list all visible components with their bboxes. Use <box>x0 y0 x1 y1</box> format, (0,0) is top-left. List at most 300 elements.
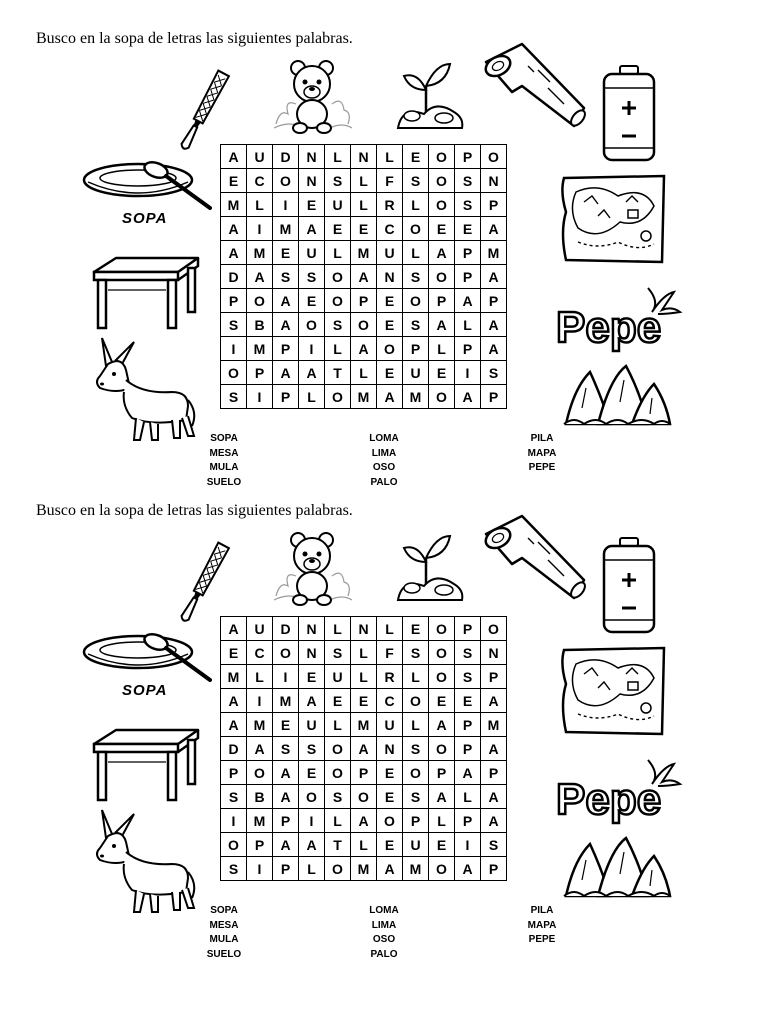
hills-icon <box>562 830 672 900</box>
table-icon <box>90 726 202 806</box>
grid-cell[interactable]: A <box>221 217 247 241</box>
grid-cell[interactable]: P <box>455 265 481 289</box>
grid-cell[interactable]: E <box>299 289 325 313</box>
grid-cell[interactable]: I <box>455 833 481 857</box>
grid-cell[interactable]: A <box>273 833 299 857</box>
grid-cell[interactable]: O <box>351 785 377 809</box>
grid-cell[interactable]: N <box>351 617 377 641</box>
sopa-label: SOPA <box>122 210 168 227</box>
grid-cell[interactable]: A <box>377 385 403 409</box>
grid-cell[interactable]: L <box>429 809 455 833</box>
grid-cell[interactable]: S <box>325 313 351 337</box>
grid-cell[interactable]: E <box>429 689 455 713</box>
grid-cell[interactable]: O <box>325 737 351 761</box>
grid-row <box>221 809 507 833</box>
grid-cell[interactable]: A <box>429 785 455 809</box>
grid-row <box>221 361 507 385</box>
grid-cell[interactable]: L <box>325 241 351 265</box>
grid-row <box>221 313 507 337</box>
grid-cell[interactable]: O <box>325 289 351 313</box>
grid-cell[interactable]: E <box>221 169 247 193</box>
grid-cell[interactable]: A <box>429 241 455 265</box>
grid-cell[interactable]: U <box>325 193 351 217</box>
grid-cell[interactable]: A <box>351 737 377 761</box>
grid-cell[interactable]: O <box>429 641 455 665</box>
grid-cell[interactable]: P <box>429 761 455 785</box>
grid-cell[interactable]: L <box>299 385 325 409</box>
grid-row <box>221 641 507 665</box>
grid-cell[interactable]: D <box>221 265 247 289</box>
grid-cell[interactable]: A <box>273 785 299 809</box>
grid-cell[interactable]: O <box>325 761 351 785</box>
grid-cell[interactable]: P <box>455 737 481 761</box>
grid-cell[interactable]: E <box>273 241 299 265</box>
grid-cell[interactable]: L <box>403 241 429 265</box>
grid-cell[interactable]: P <box>351 289 377 313</box>
word-list-column-1 <box>196 904 252 962</box>
grid-cell[interactable]: O <box>429 169 455 193</box>
grid-cell[interactable]: L <box>351 833 377 857</box>
grid-cell[interactable]: C <box>377 217 403 241</box>
grid-cell[interactable]: O <box>429 737 455 761</box>
grid-cell[interactable]: P <box>481 193 507 217</box>
word-search-grid <box>220 144 507 409</box>
grid-cell[interactable]: E <box>403 617 429 641</box>
table-icon <box>90 254 202 334</box>
word-list-item: PALO <box>370 948 398 960</box>
grid-cell[interactable]: L <box>325 145 351 169</box>
grid-cell[interactable]: P <box>273 809 299 833</box>
grid-cell[interactable]: L <box>377 145 403 169</box>
grid-cell[interactable]: O <box>429 617 455 641</box>
word-list-item: SUELO <box>206 476 242 488</box>
grid-cell[interactable]: O <box>429 857 455 881</box>
grid-cell[interactable]: O <box>481 617 507 641</box>
grid-cell[interactable]: A <box>455 761 481 785</box>
grid-cell[interactable]: S <box>481 361 507 385</box>
grid-cell[interactable]: N <box>299 169 325 193</box>
grid-cell[interactable]: M <box>247 809 273 833</box>
grid-cell[interactable]: I <box>455 361 481 385</box>
grid-cell[interactable]: O <box>403 217 429 241</box>
grid-cell[interactable]: O <box>247 289 273 313</box>
grid-cell[interactable]: S <box>455 169 481 193</box>
sprout-icon <box>384 522 468 606</box>
grid-cell[interactable]: O <box>429 193 455 217</box>
grid-cell[interactable]: E <box>325 217 351 241</box>
grid-cell[interactable]: E <box>351 689 377 713</box>
word-list-item: SOPA <box>210 905 238 916</box>
grid-cell[interactable]: A <box>299 689 325 713</box>
word-list-item: MULA <box>209 934 239 945</box>
grid-cell[interactable]: E <box>351 217 377 241</box>
grid-cell[interactable]: A <box>299 217 325 241</box>
grid-cell[interactable]: A <box>455 857 481 881</box>
word-list-item: OSO <box>372 934 396 945</box>
grid-cell[interactable]: D <box>273 617 299 641</box>
grid-cell[interactable]: S <box>273 265 299 289</box>
grid-cell[interactable]: S <box>455 665 481 689</box>
grid-cell[interactable]: S <box>403 169 429 193</box>
grid-cell[interactable]: A <box>247 265 273 289</box>
grid-cell[interactable]: A <box>481 313 507 337</box>
grid-cell[interactable]: C <box>247 641 273 665</box>
grid-cell[interactable]: P <box>481 665 507 689</box>
word-list-item: PALO <box>370 476 398 488</box>
grid-cell[interactable]: S <box>403 313 429 337</box>
grid-cell[interactable]: O <box>429 145 455 169</box>
donkey-icon <box>92 808 202 918</box>
word-list-column-3 <box>516 904 568 948</box>
grid-cell[interactable]: M <box>481 713 507 737</box>
grid-cell[interactable]: S <box>221 785 247 809</box>
grid-cell[interactable]: P <box>221 289 247 313</box>
grid-row <box>221 169 507 193</box>
grid-cell[interactable]: E <box>377 833 403 857</box>
grid-cell[interactable]: M <box>351 385 377 409</box>
word-list-item: MESA <box>209 919 239 931</box>
grid-cell[interactable]: M <box>247 337 273 361</box>
grid-cell[interactable]: A <box>221 241 247 265</box>
word-list-column-2 <box>358 904 410 962</box>
grid-cell[interactable]: S <box>325 169 351 193</box>
grid-cell[interactable]: E <box>429 361 455 385</box>
grid-cell[interactable]: U <box>299 241 325 265</box>
word-list-item: LOMA <box>369 905 399 916</box>
grid-row <box>221 665 507 689</box>
grid-cell[interactable]: U <box>403 361 429 385</box>
grid-cell[interactable]: E <box>377 761 403 785</box>
grid-cell[interactable]: A <box>221 617 247 641</box>
grid-cell[interactable]: O <box>325 385 351 409</box>
grid-row <box>221 617 507 641</box>
grid-cell[interactable]: O <box>403 689 429 713</box>
word-list-item: PILA <box>530 905 554 916</box>
grid-cell[interactable]: L <box>351 641 377 665</box>
grid-cell[interactable]: N <box>351 145 377 169</box>
grid-cell[interactable]: D <box>273 145 299 169</box>
grid-cell[interactable]: S <box>455 193 481 217</box>
grid-cell[interactable]: P <box>455 241 481 265</box>
grid-cell[interactable]: P <box>247 833 273 857</box>
grid-cell[interactable]: S <box>325 785 351 809</box>
grid-cell[interactable]: O <box>403 289 429 313</box>
grid-cell[interactable]: I <box>299 337 325 361</box>
word-list-item: LOMA <box>369 433 399 444</box>
grid-cell[interactable]: A <box>351 337 377 361</box>
grid-cell[interactable]: S <box>455 641 481 665</box>
grid-row <box>221 193 507 217</box>
grid-cell[interactable]: M <box>273 217 299 241</box>
grid-cell[interactable]: I <box>273 193 299 217</box>
grid-cell[interactable]: S <box>221 385 247 409</box>
word-list-item: LIMA <box>371 447 397 459</box>
grid-cell[interactable]: O <box>403 761 429 785</box>
grid-cell[interactable]: L <box>325 617 351 641</box>
grid-cell[interactable]: S <box>299 265 325 289</box>
grid-cell[interactable]: P <box>481 385 507 409</box>
log-icon <box>478 40 588 136</box>
grid-cell[interactable]: O <box>377 337 403 361</box>
grid-cell[interactable]: R <box>377 665 403 689</box>
grid-cell[interactable]: P <box>273 385 299 409</box>
grid-cell[interactable]: P <box>429 289 455 313</box>
grid-cell[interactable]: L <box>299 857 325 881</box>
grid-cell[interactable]: A <box>481 737 507 761</box>
grid-cell[interactable]: I <box>247 385 273 409</box>
grid-cell[interactable]: A <box>299 833 325 857</box>
hills-icon <box>562 358 672 428</box>
grid-cell[interactable]: P <box>455 809 481 833</box>
grid-cell[interactable]: L <box>325 809 351 833</box>
grid-cell[interactable]: N <box>299 641 325 665</box>
grid-cell[interactable]: E <box>299 193 325 217</box>
grid-row <box>221 337 507 361</box>
grid-cell[interactable]: U <box>247 617 273 641</box>
grid-cell[interactable]: O <box>351 313 377 337</box>
grid-cell[interactable]: P <box>481 857 507 881</box>
grid-row <box>221 785 507 809</box>
grid-cell[interactable]: N <box>377 737 403 761</box>
grid-cell[interactable]: N <box>377 265 403 289</box>
grid-cell[interactable]: L <box>429 337 455 361</box>
grid-cell[interactable]: L <box>351 665 377 689</box>
grid-cell[interactable]: L <box>351 361 377 385</box>
grid-cell[interactable]: O <box>429 385 455 409</box>
grid-cell[interactable]: E <box>429 217 455 241</box>
grid-row <box>221 241 507 265</box>
grid-cell[interactable]: S <box>221 313 247 337</box>
grid-cell[interactable]: S <box>299 737 325 761</box>
grid-cell[interactable]: O <box>273 641 299 665</box>
grid-cell[interactable]: P <box>403 809 429 833</box>
grid-cell[interactable]: A <box>273 761 299 785</box>
grid-cell[interactable]: E <box>429 833 455 857</box>
grid-cell[interactable]: A <box>351 265 377 289</box>
word-list-item: OSO <box>372 462 396 473</box>
grid-cell[interactable]: U <box>299 713 325 737</box>
grid-cell[interactable]: O <box>377 809 403 833</box>
grid-cell[interactable]: U <box>377 241 403 265</box>
grid-cell[interactable]: E <box>377 361 403 385</box>
grid-cell[interactable]: C <box>247 169 273 193</box>
grid-cell[interactable]: O <box>429 665 455 689</box>
grid-cell[interactable]: O <box>221 361 247 385</box>
instruction-text: Busco en la sopa de letras las siguientes palabras. <box>36 502 353 519</box>
grid-cell[interactable]: P <box>273 857 299 881</box>
grid-cell[interactable]: A <box>481 337 507 361</box>
sprout-icon <box>384 50 468 134</box>
grid-cell[interactable]: F <box>377 641 403 665</box>
grid-cell[interactable]: M <box>351 713 377 737</box>
grid-cell[interactable]: A <box>481 265 507 289</box>
grid-cell[interactable]: L <box>455 313 481 337</box>
grid-cell[interactable]: L <box>325 337 351 361</box>
grid-cell[interactable]: I <box>247 689 273 713</box>
grid-cell[interactable]: M <box>403 857 429 881</box>
pepe-label: Pepe <box>556 775 662 824</box>
grid-cell[interactable]: E <box>455 217 481 241</box>
grid-row <box>221 857 507 881</box>
grid-cell[interactable]: I <box>247 857 273 881</box>
grid-cell[interactable]: L <box>455 785 481 809</box>
grid-cell[interactable]: L <box>247 193 273 217</box>
grid-cell[interactable]: M <box>247 713 273 737</box>
grid-cell[interactable]: P <box>273 337 299 361</box>
grid-row <box>221 689 507 713</box>
grid-cell[interactable]: A <box>273 289 299 313</box>
grid-cell[interactable]: E <box>455 689 481 713</box>
word-list-item: MESA <box>209 447 239 459</box>
grid-cell[interactable]: P <box>455 617 481 641</box>
grid-cell[interactable]: E <box>299 761 325 785</box>
grid-cell[interactable]: O <box>481 145 507 169</box>
instruction-text: Busco en la sopa de letras las siguientes palabras. <box>36 30 353 47</box>
grid-cell[interactable]: A <box>221 145 247 169</box>
grid-cell[interactable]: B <box>247 313 273 337</box>
grid-cell[interactable]: P <box>351 761 377 785</box>
grid-cell[interactable]: T <box>325 833 351 857</box>
grid-cell[interactable]: E <box>377 289 403 313</box>
grid-cell[interactable]: M <box>273 689 299 713</box>
grid-cell[interactable]: D <box>221 737 247 761</box>
grid-cell[interactable]: A <box>377 857 403 881</box>
grid-cell[interactable]: E <box>377 313 403 337</box>
grid-cell[interactable]: A <box>273 313 299 337</box>
grid-cell[interactable]: P <box>455 337 481 361</box>
word-list-item: SUELO <box>206 948 242 960</box>
grid-cell[interactable]: A <box>481 809 507 833</box>
grid-cell[interactable]: S <box>221 857 247 881</box>
grid-cell[interactable]: A <box>247 737 273 761</box>
grid-cell[interactable]: L <box>351 169 377 193</box>
grid-cell[interactable]: U <box>247 145 273 169</box>
grid-cell[interactable]: S <box>403 785 429 809</box>
grid-cell[interactable]: A <box>481 689 507 713</box>
word-list-item: SOPA <box>210 433 238 444</box>
grid-cell[interactable]: L <box>377 617 403 641</box>
grid-cell[interactable]: E <box>221 641 247 665</box>
grid-row <box>221 385 507 409</box>
grid-cell[interactable]: N <box>299 145 325 169</box>
grid-cell[interactable]: A <box>221 689 247 713</box>
grid-cell[interactable]: O <box>299 785 325 809</box>
grid-cell[interactable]: I <box>221 337 247 361</box>
grid-cell[interactable]: F <box>377 169 403 193</box>
grid-cell[interactable]: O <box>325 265 351 289</box>
grid-cell[interactable]: P <box>481 289 507 313</box>
grid-cell[interactable]: A <box>429 713 455 737</box>
donkey-icon <box>92 336 202 446</box>
grid-cell[interactable]: M <box>403 385 429 409</box>
grid-cell[interactable]: P <box>455 145 481 169</box>
grid-cell[interactable]: M <box>247 241 273 265</box>
grid-cell[interactable]: U <box>325 665 351 689</box>
grid-cell[interactable]: E <box>325 689 351 713</box>
word-list-item: PEPE <box>528 934 556 945</box>
grid-cell[interactable]: L <box>351 193 377 217</box>
grid-cell[interactable]: A <box>481 217 507 241</box>
sopa-word-art <box>122 210 167 227</box>
grid-cell[interactable]: E <box>299 665 325 689</box>
grid-cell[interactable]: L <box>403 193 429 217</box>
grid-cell[interactable]: P <box>455 713 481 737</box>
sopa-word-art <box>122 682 167 699</box>
word-list-item: MAPA <box>527 919 557 931</box>
grid-cell[interactable]: S <box>325 641 351 665</box>
grid-cell[interactable]: O <box>221 833 247 857</box>
grid-row <box>221 713 507 737</box>
grid-cell[interactable]: N <box>481 641 507 665</box>
grid-cell[interactable]: M <box>351 241 377 265</box>
grid-cell[interactable]: L <box>247 665 273 689</box>
grid-cell[interactable]: A <box>455 289 481 313</box>
grid-cell[interactable]: M <box>351 857 377 881</box>
grid-cell[interactable]: M <box>221 665 247 689</box>
grid-cell[interactable]: I <box>221 809 247 833</box>
grid-cell[interactable]: L <box>403 665 429 689</box>
word-list-item: MAPA <box>527 447 557 459</box>
grid-cell[interactable]: O <box>247 761 273 785</box>
grid-cell[interactable]: A <box>455 385 481 409</box>
grid-cell[interactable]: L <box>325 713 351 737</box>
grid-cell[interactable]: I <box>247 217 273 241</box>
grid-cell[interactable]: P <box>221 761 247 785</box>
grid-cell[interactable]: P <box>403 337 429 361</box>
grid-cell[interactable]: A <box>221 713 247 737</box>
pepe-word-art <box>552 756 690 822</box>
grid-cell[interactable]: B <box>247 785 273 809</box>
grid-cell[interactable]: N <box>299 617 325 641</box>
grid-cell[interactable]: O <box>273 169 299 193</box>
grid-cell[interactable]: C <box>377 689 403 713</box>
grid-cell[interactable]: U <box>377 713 403 737</box>
pepe-word-art <box>552 284 690 350</box>
grid-cell[interactable]: R <box>377 193 403 217</box>
grid-cell[interactable]: U <box>403 833 429 857</box>
grid-cell[interactable]: O <box>325 857 351 881</box>
grid-cell[interactable]: S <box>273 737 299 761</box>
grid-cell[interactable]: L <box>403 713 429 737</box>
grid-cell[interactable]: S <box>403 737 429 761</box>
grid-cell[interactable]: A <box>351 809 377 833</box>
grid-row <box>221 833 507 857</box>
grid-cell[interactable]: A <box>481 785 507 809</box>
grid-cell[interactable]: M <box>221 193 247 217</box>
pepe-label: Pepe <box>556 303 662 352</box>
grid-cell[interactable]: S <box>481 833 507 857</box>
grid-cell[interactable]: M <box>481 241 507 265</box>
grid-cell[interactable]: N <box>481 169 507 193</box>
grid-cell[interactable]: P <box>247 361 273 385</box>
grid-cell[interactable]: E <box>273 713 299 737</box>
grid-cell[interactable]: O <box>429 265 455 289</box>
grid-row <box>221 145 507 169</box>
word-list-column-3 <box>516 432 568 476</box>
grid-cell[interactable]: I <box>273 665 299 689</box>
grid-cell[interactable]: O <box>299 313 325 337</box>
grid-cell[interactable]: S <box>403 265 429 289</box>
grid-cell[interactable]: A <box>299 361 325 385</box>
grid-cell[interactable]: E <box>403 145 429 169</box>
grid-cell[interactable]: P <box>481 761 507 785</box>
grid-cell[interactable]: I <box>299 809 325 833</box>
grid-cell[interactable]: A <box>429 313 455 337</box>
grid-cell[interactable]: A <box>273 361 299 385</box>
grid-cell[interactable]: S <box>403 641 429 665</box>
grid-cell[interactable]: T <box>325 361 351 385</box>
grid-cell[interactable]: E <box>377 785 403 809</box>
